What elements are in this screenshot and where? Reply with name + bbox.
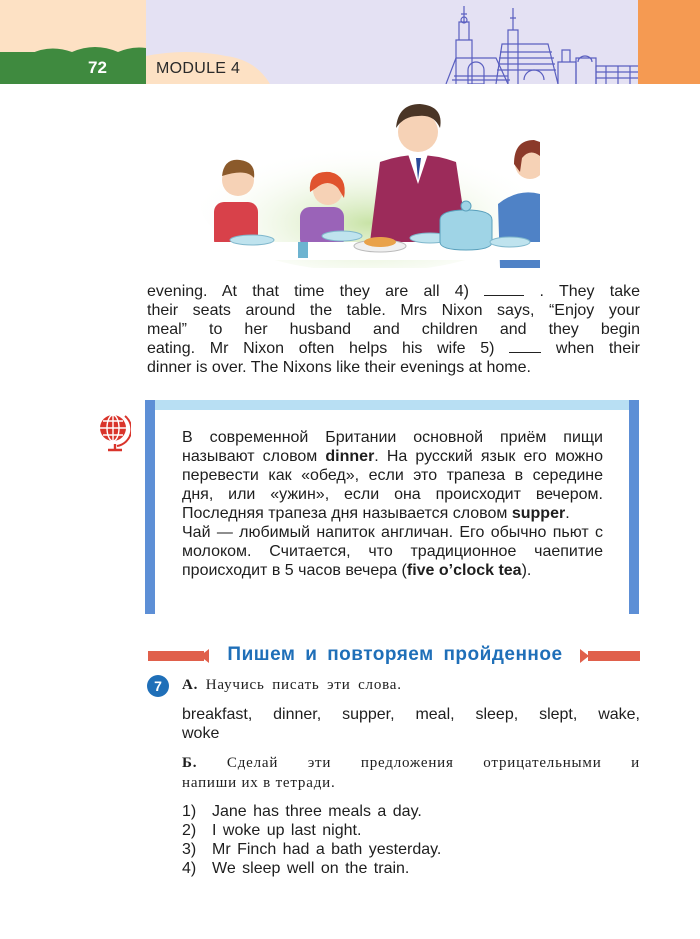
answer-blank-4[interactable] [484,284,524,296]
exercise-number-badge: 7 [147,675,169,697]
words-line-2: woke [182,725,220,742]
module-label: MODULE 4 [156,60,241,77]
green-wave-shape [0,38,146,84]
story-line-2: their seats around the table. Mrs Nixon says, “Enjoy your [147,302,640,319]
words-line-1: breakfast, dinner, supper, meal, sleep, slept, wake, [182,706,640,723]
sentence-item: 3) Mr Finch had a bath yesterday. [182,841,442,858]
culture-note-box [145,400,639,614]
answer-blank-5[interactable] [509,341,541,353]
infobox-right-edge [629,400,639,614]
header-orange-block [638,0,700,84]
story-line-5: dinner is over. The Nixons like their evenings at home. [147,359,531,376]
infobox-left-edge [145,400,155,614]
family-dinner-illustration [200,92,540,268]
infobox-text [182,428,603,580]
sentence-item: 4) We sleep well on the train. [182,860,410,877]
globe-icon [97,412,131,452]
story-line-3: meal” to her husband and children and they begin [147,321,640,338]
banner-right-bar [588,651,640,661]
term-five-oclock-tea: five o’clock tea [406,562,522,579]
story-text [147,282,640,377]
banner-left-bar [148,651,204,661]
section-title: Пишем и повторяем пройденное [227,644,563,665]
sentence-item: 2) I woke up last night. [182,822,362,839]
header-green-tab [0,52,146,84]
infobox-paragraph-1: В современной Британии основной приём пищи называют словом dinner. На русский язык его можно перевести как «обед», если это трапеза в середине дня, или «ужин», если она происходит вечером. Последняя трапеза дня называется словом supper. [182,429,603,522]
page-header [0,0,700,84]
task-a-instruction: А. Научись писать эти слова. [182,677,402,693]
section-banner [148,644,640,668]
story-line-4: eating. Mr Nixon often helps his wife 5) when their [147,340,640,357]
sentence-item: 1) Jane has three meals a day. [182,803,422,820]
vocabulary-words [182,705,640,743]
banner-left-chevron-icon [200,649,210,663]
story-line-1: evening. At that time they are all 4) . They take [147,283,641,300]
sentence-list [182,802,441,878]
infobox-paragraph-2: Чай — любимый напиток англичан. Его обычно пьют с молоком. Считается, что традиционное чаепитие происходит в 5 часов вечера (five o’clock tea). [182,524,603,579]
term-supper: supper [511,505,566,522]
term-dinner: dinner [325,448,375,465]
task-b-instruction: Б. Сделай эти предложения отрицательными и напиши их в тетради. [182,755,640,791]
city-skyline-illustration [296,0,638,84]
page-number: 72 [88,58,107,77]
infobox-top-edge [145,400,639,410]
